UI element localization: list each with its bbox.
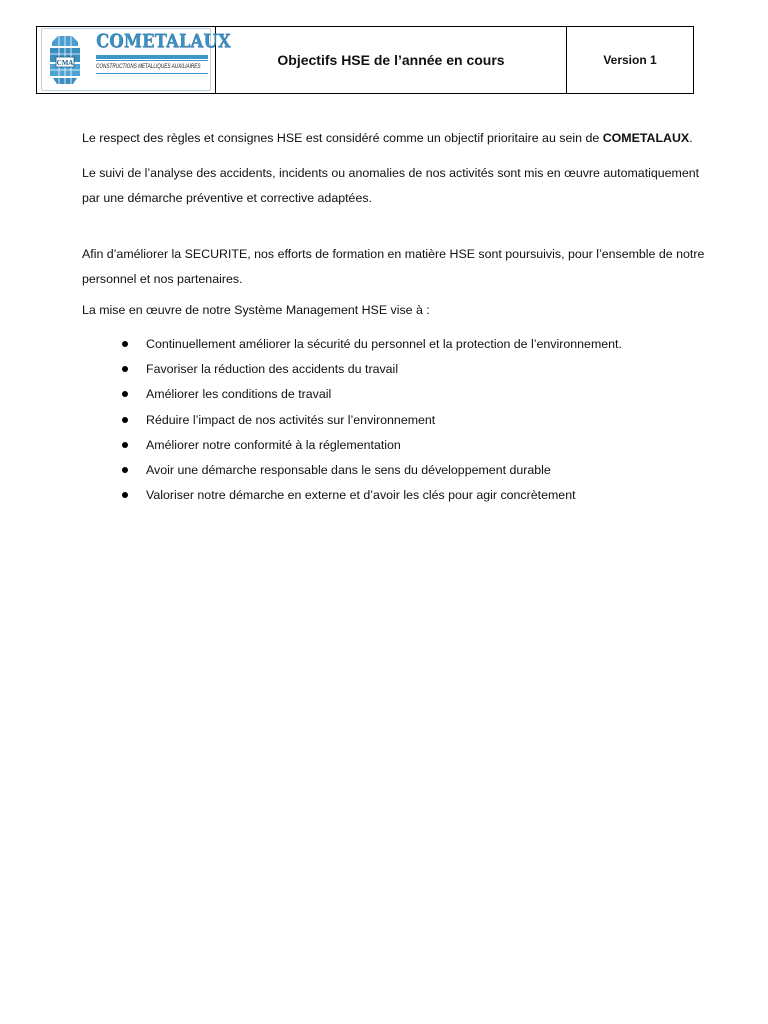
company-name-bold: COMETALAUX	[602, 131, 690, 145]
list-item	[82, 332, 712, 357]
list-item	[82, 458, 712, 483]
paragraph-priority	[82, 126, 712, 151]
list-item-text: Améliorer notre conformité à la réglementation	[146, 437, 401, 452]
paragraph-training: Afin d’améliorer la SECURITE, nos efforts de formation en matière HSE sont poursuivis, pour l’ensemble de notre personnel et nos partenaires.	[82, 247, 705, 286]
globe-emblem-icon	[47, 32, 83, 88]
logo-rule-thin	[96, 60, 208, 61]
logo-rule	[96, 55, 208, 59]
company-logo	[41, 28, 231, 91]
bullet-icon	[122, 492, 128, 498]
paragraph-analysis: Le suivi de l’analyse des accidents, incidents ou anomalies de nos activités sont mis en œuvre automatiquement par une démarche préventive et corrective adaptées.	[82, 166, 700, 205]
bullet-icon	[122, 417, 128, 423]
logo-cell	[37, 27, 231, 93]
document-version: Version 1	[603, 53, 657, 67]
bullet-icon	[122, 442, 128, 448]
list-item-text: Avoir une démarche responsable dans le sens du développement durable	[146, 463, 551, 478]
list-item	[82, 382, 712, 407]
paragraph-management-intro: La mise en œuvre de notre Système Management HSE vise à :	[82, 303, 430, 317]
list-item-text: Continuellement améliorer la sécurité du personnel et la protection de l’environnement.	[146, 337, 622, 351]
list-item	[82, 483, 712, 508]
bullet-icon	[122, 341, 128, 347]
list-item	[82, 408, 712, 433]
logo-rule-bottom	[96, 73, 208, 74]
paragraph-priority-end: .	[689, 131, 693, 145]
logo-tagline: CONSTRUCTIONS METALLIQUES AUXILIAIRES	[96, 63, 201, 70]
list-item-text: Améliorer les conditions de travail	[146, 387, 332, 402]
bullet-icon	[122, 366, 128, 372]
document-body	[82, 126, 712, 508]
list-item-text: Favoriser la réduction des accidents du travail	[146, 362, 399, 377]
emblem-text: CMA	[56, 59, 74, 67]
bullet-icon	[122, 391, 128, 397]
list-item-text: Réduire l’impact de nos activités sur l’environnement	[146, 412, 436, 427]
list-item-text: Valoriser notre démarche en externe et d’avoir les clés pour agir concrètement	[146, 488, 576, 503]
paragraph-priority-text: Le respect des règles et consignes HSE est considéré comme un objectif prioritaire au sein de	[82, 131, 603, 145]
list-item	[82, 433, 712, 458]
logo-company-name: COMETALAUX	[96, 30, 231, 52]
objectives-list	[82, 332, 712, 508]
document-header	[36, 26, 694, 94]
list-item	[82, 357, 712, 382]
bullet-icon	[122, 467, 128, 473]
document-title: Objectifs HSE de l’année en cours	[216, 27, 567, 93]
